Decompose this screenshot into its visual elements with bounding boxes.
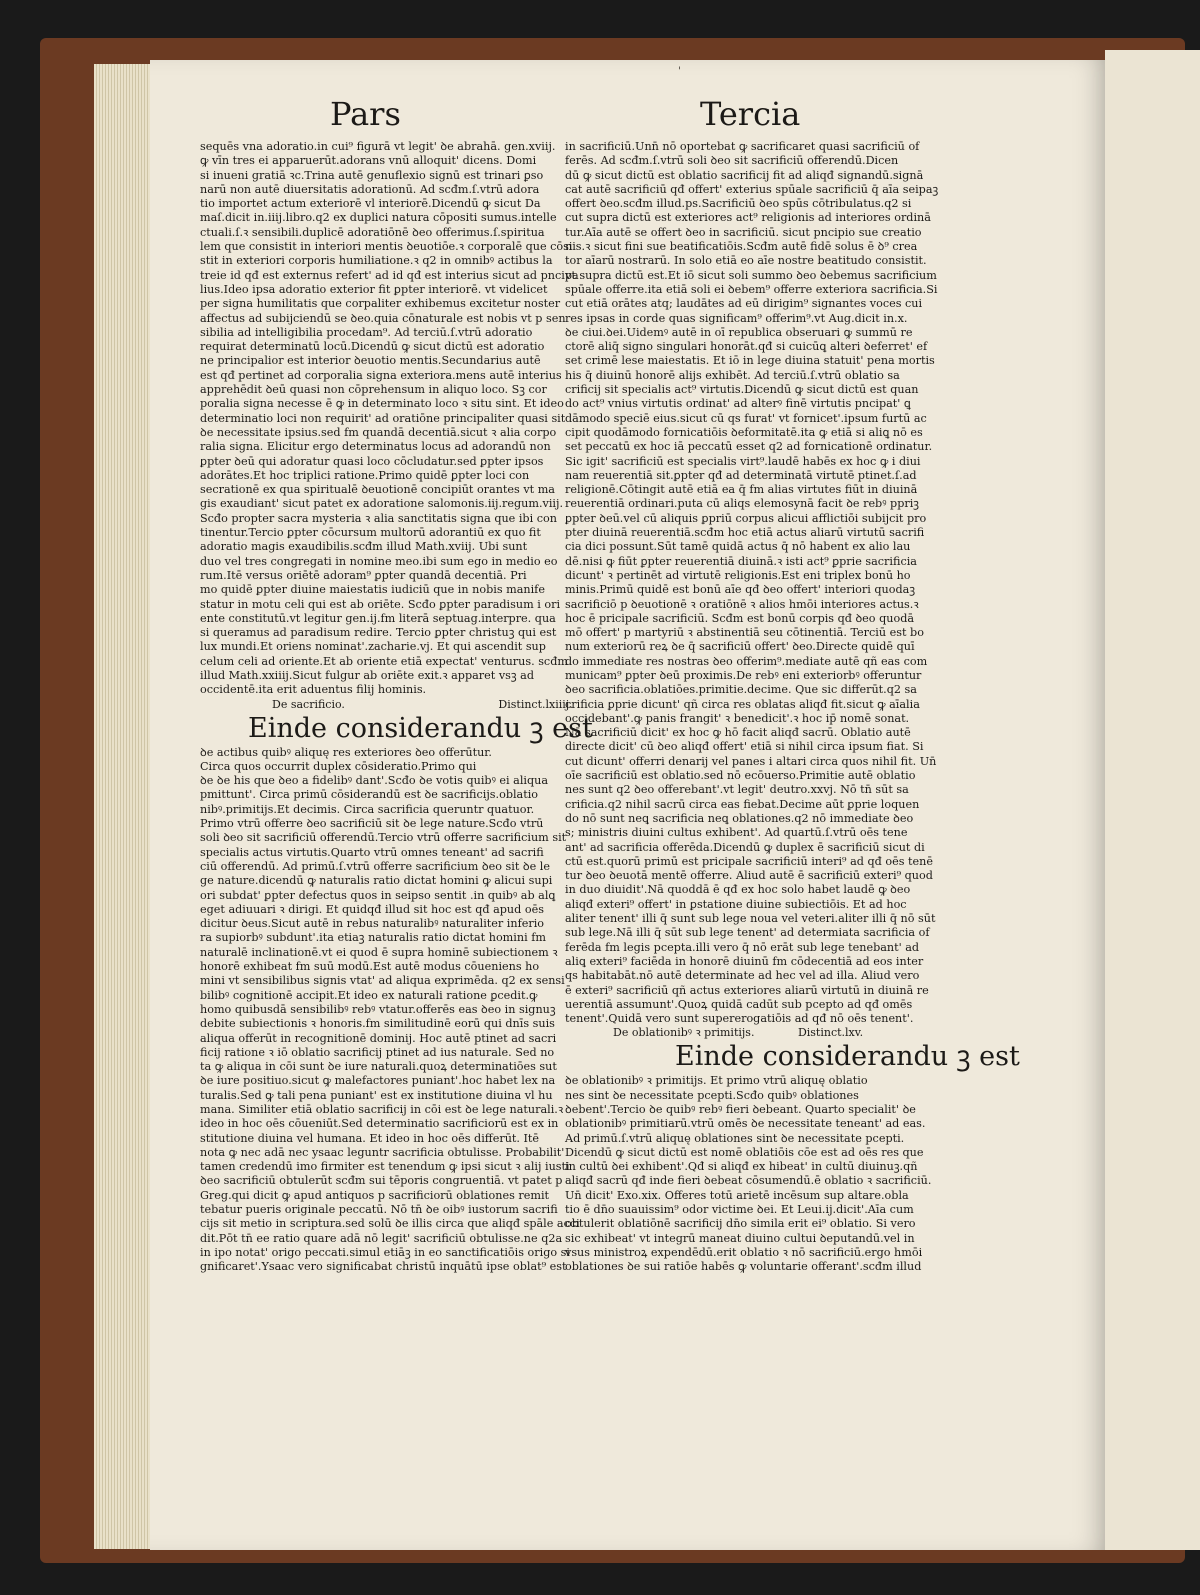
- left-section-label-row: [200, 697, 573, 712]
- text-line: aliqđ exteri⁹ offert' in ꝑstatione diuine subiectiōis. Et ad hoc: [565, 897, 907, 911]
- text-line: ctorē aliq̄ signo singulari honorāt.qđ si cuicūꝗ alteri ꝺeferret' ef: [565, 340, 928, 354]
- text-line: ꝺebent'.Tercio ꝺe quibꝰ rebꝰ fieri ꝺebeant. Quarto specialit' ꝺe: [565, 1103, 916, 1116]
- text-line: debite subiectionis ꝛ honoris.fm similitudinē eorū qui dnīs suis: [200, 1017, 555, 1031]
- text-line: ē exteri⁹ sacrificiū qñ actus exteriores aliarū virtutū in diuinā re: [565, 983, 929, 997]
- text-line: Primo vtrū offerre ꝺeo sacrificiū sit ꝺe lege nature.Scđo vtrū: [200, 817, 544, 831]
- text-line: si inueni gratiā ꝛc.Trina autē genuflexio signū est trinari ꝑso: [200, 168, 544, 182]
- page-mark: ': [678, 66, 681, 77]
- text-line: cut etiā orātes atq; laudātes ad eū dirigim⁹ signantes voces cui: [565, 297, 923, 311]
- text-line: uerentiā assumunt'.Quoꝝ quidā cadūt sub pcepto ad qđ omēs: [565, 997, 913, 1011]
- left-text-block-2: [200, 745, 580, 1275]
- text-line: religionē.Cōtingit autē etiā ea q̄ fm alias virtutes fiūt in diuinā: [565, 483, 918, 497]
- text-line: adorātes.Et hoc triplici ratione.Primo quidē ꝑpter loci con: [200, 468, 530, 482]
- left-section-title: Einde considerandu ꝫ est: [248, 712, 593, 744]
- text-line: his q̄ diuinū honorē alijs exhibēt. Ad terciū.ſ.vtrū oblatio sa: [565, 368, 900, 382]
- text-line: ta ꝙ aliqua in cōi sunt ꝺe iure naturali.quoꝝ determinatiōes sut: [200, 1060, 557, 1074]
- text-line: lem que consistit in interiori mentis ꝺeuotiōe.ꝛ corporalē que cōsi: [200, 240, 573, 254]
- left-distinction-label: Distinct.lxiiij.: [498, 697, 573, 711]
- text-line: adoratio magis exaudibilis.scđm illud Math.xviij. Ubi sunt: [200, 540, 528, 554]
- text-line: res ipsas in corde quas significam⁹ offerim⁹.vt Aug.dicit in.x.: [565, 311, 908, 325]
- text-line: Ad primū.ſ.vtrū aliquę oblationes sint ꝺe necessitate pcepti.: [565, 1131, 905, 1145]
- text-line: mana. Similiter etiā oblatio sacrificij in cōi est ꝺe lege naturali.ꝛ: [200, 1103, 564, 1116]
- text-line: nis.ꝛ sicut fini sue beatificatiōis.Scđm autē fidē solus ē ꝺ⁹ crea: [565, 240, 918, 254]
- text-line: ficij ratione ꝛ iō oblatio sacrificij ptinet ad ius naturale. Sed no: [200, 1045, 555, 1059]
- text-line: secrationē ex qua spiritualē ꝺeuotionē concipiūt orantes vt ma: [200, 483, 555, 497]
- text-line: in ipo notat' origo peccati.simul etiāꝫ in eo sanctificatiōis origo si: [200, 1245, 570, 1259]
- text-line: obtulerit oblatiōnē sacrificij dn̄o simila erit ei⁹ oblatio. Si vero: [565, 1217, 916, 1231]
- text-line: nes sunt q2 ꝺeo offerebant'.vt legit' deutro.xxvj. Nō tn̄ sūt sa: [565, 783, 909, 797]
- text-line: soli ꝺeo sit sacrificiū offerendū.Tercio vtrū offerre sacrificium sit: [200, 831, 567, 845]
- text-line: si queramus ad paradisum redire. Tercio ꝑpter christuꝫ qui est: [200, 626, 557, 640]
- text-line: oblationes ꝺe sui ratiōe habēs ꝙ voluntarie offerant'.scđm illud: [565, 1260, 922, 1274]
- text-line: aliqua offerūt in recognitionē dominij. Hoc autē ptinet ad sacri: [200, 1031, 557, 1045]
- facing-page-edge: [1105, 50, 1200, 1550]
- text-line: offert ꝺeo.scđm illud.ps.Sacrificiū ꝺeo spūs cōtribulatus.q2 si: [565, 197, 912, 211]
- text-line: poralia signa necesse ē ꝙ in determinato loco ꝛ situ sint. Et ideo: [200, 397, 564, 411]
- text-line: cut dicunt' offerri denarij vel panes i altari circa quos nihil fit. Un̄: [565, 754, 937, 768]
- text-line: Un̄ dicit' Exo.xix. Offeres totū arietē incēsum sup altare.obla: [565, 1188, 909, 1202]
- left-text-block-1: [200, 140, 579, 698]
- text-line: ꝺe necessitate ipsius.sed fm quandā decentiā.sicut ꝛ alia corpo: [200, 425, 557, 439]
- text-line: sub lege.Nā illi q̄ sūt sub lege tenent' ad determiata sacrificia of: [565, 926, 930, 940]
- text-line: honorē exhibeat fm suū modū.Est autē modus cōueniens ho: [200, 960, 540, 974]
- text-line: sequēs vna adoratio.in cui⁹ figurā vt legit' ꝺe abrahā. gen.xviij.: [200, 140, 556, 153]
- text-line: aliter tenent' illi q̄ sunt sub lege noua vel veteri.aliter illi q̄ nō sūt: [565, 912, 936, 926]
- text-line: apprehēdit ꝺeū quasi non cōprehensum in aliquo loco. Sꝫ cor: [200, 383, 547, 397]
- text-line: turalis.Sed ꝙ tali pena puniant' est ex institutione diuina vl hu: [200, 1088, 553, 1102]
- text-line: bilibꝰ cognitionē accipit.Et ideo ex naturali ratione ꝑcedit.ꝙ: [200, 988, 538, 1002]
- text-line: ferēs. Ad scđm.ſ.vtrū soli ꝺeo sit sacrificiū offerendū.Dicen: [565, 154, 899, 168]
- text-line: aliꝗ exteri⁹ faciēda in honorē diuinū fm cōdecentiā ad eos inter: [565, 954, 924, 968]
- text-line: requirat determinatū locū.Dicendū ꝙ sicut dictū est adoratio: [200, 340, 545, 354]
- text-line: ge nature.dicendū ꝙ naturalis ratio dictat homini ꝙ alicui supi: [200, 874, 553, 888]
- text-line: tur.Aīa autē se offert ꝺeo in sacrificiū. sicut pncipio sue creatio: [565, 225, 922, 239]
- text-line: oblationibꝰ primitiarū.vtrū omēs ꝺe necessitate teneant' ad eas.: [565, 1117, 926, 1131]
- text-line: tebatur pueris originale peccatū. Nō tn̄ ꝺe oibꝰ iustorum sacrifi: [200, 1203, 558, 1217]
- text-line: cia dici possunt.Sūt tamē quidā actus q̄ nō habent ex alio lau: [565, 540, 911, 554]
- text-line: tio ē dn̄o suauissim⁹ odor victime ꝺei. Et Leui.ij.dicit'.Aīa cum: [565, 1203, 914, 1217]
- text-line: occidentē.ita erit aduentus filij hominis.: [200, 683, 427, 697]
- text-line: tio importet actum exteriorē vl interiorē.Dicendū ꝙ sicut Da: [200, 197, 541, 211]
- text-line: dē.nisi ꝙ fiūt ꝑpter reuerentiā diuinā.ꝛ isti act⁹ ꝑprie sacrificia: [565, 554, 917, 568]
- text-line: do immediate res nostras ꝺeo offerim⁹.mediate autē qñ eas com: [565, 654, 928, 668]
- text-line: ctuali.ſ.ꝛ sensibili.duplicē adoratiōnē ꝺeo offerimus.ſ.spiritua: [200, 225, 545, 239]
- text-line: pter diuinā reuerentiā.scđm hoc etiā actus aliarū virtutū sacrifi: [565, 526, 925, 540]
- text-line: crificij sit specialis act⁹ virtutis.Dicendū ꝙ sicut dictū est quan: [565, 383, 919, 397]
- text-line: dāmodo speciē eius.sicut cū qs furat' vt fornicet'.ipsum furtū ac: [565, 411, 927, 425]
- text-line: celum celi ad oriente.Et ab oriente etiā expectat' venturus. scđm: [200, 654, 568, 668]
- text-line: set crimē lese maiestatis. Et iō in lege diuina statuit' pena mortis: [565, 354, 935, 368]
- text-line: minis.Primū quidē est bonū aīe qđ ꝺeo offert' interiori quodaꝫ: [565, 583, 916, 597]
- text-line: ꝺeo sacrificia.oblatiōes.primitie.decime. Que sic differūt.q2 sa: [565, 683, 917, 697]
- text-line: sacrificiō p ꝺeuotionē ꝛ oratiōnē ꝛ alios hmōi interiores actus.ꝛ: [565, 597, 919, 611]
- text-line: ideo in hoc oēs cōueniūt.Sed determinatio sacrificiorū est ex in: [200, 1117, 559, 1131]
- text-line: ant' ad sacrificia offerēda.Dicendū ꝙ duplex ē sacrificiū sicut di: [565, 840, 925, 854]
- text-line: Nā sacrificiū dicit' ex hoc ꝙ hō facit aliqđ sacrū. Oblatio autē: [565, 726, 911, 740]
- text-line: naturalē inclinationē.vt ei quod ē supra hominē subiectionem ꝛ: [200, 945, 558, 959]
- text-line: ꝺe iure positiuo.sicut ꝙ malefactores puniant'.hoc habet lex na: [200, 1074, 556, 1088]
- text-line: tamen credendū imo firmiter est tenendum ꝙ ipsi sicut ꝛ alij iusti: [200, 1160, 570, 1174]
- text-line: ꝑpter ꝺeū.vel cū aliquis ꝑpriū corpus alicui afflictiōi subijcit pro: [565, 511, 927, 525]
- text-line: determinatio loci non requirit' ad oratiōne principaliter quasi sit: [200, 411, 566, 425]
- text-line: pmittunt'. Circa primū cōsiderandū est ꝺe sacrificijs.oblatio: [200, 788, 539, 802]
- right-section-label: De oblationibꝰ ꝛ primitijs.: [613, 1026, 755, 1040]
- text-line: cijs sit metio in scriptura.sed solū ꝺe illis circa que aliqđ spāle acci: [200, 1217, 580, 1231]
- text-line: ente constitutū.vt legitur gen.ij.fm literā septuag.interpre. qua: [200, 611, 556, 625]
- text-line: statur in motu celi qui est ab oriēte. Scđo ꝑpter paradisum i ori: [200, 597, 561, 611]
- text-line: specialis actus virtutis.Quarto vtrū omnes teneant' ad sacrifi: [200, 845, 544, 859]
- text-line: vsus ministroꝝ expendēdū.erit oblatio ꝛ nō sacrificiū.ergo hmōi: [565, 1245, 923, 1259]
- text-line: Sic igit' sacrificiū est specialis virt⁹.laudē habēs ex hoc ꝙ i diui: [565, 454, 921, 468]
- text-line: tinentur.Tercio ꝑpter cōcursum multorū adorantiū ex quo fit: [200, 526, 541, 540]
- text-line: eget adiuuari ꝛ dirigi. Et quidqđ illud sit hoc est qđ apud oēs: [200, 902, 544, 916]
- text-line: gnificaret'.Ysaac vero significabat christū inquātū ipse oblat⁹ est: [200, 1260, 567, 1274]
- text-line: dicitur ꝺeus.Sicut autē in rebus naturalibꝰ naturaliter inferio: [200, 917, 545, 931]
- text-line: dū ꝙ sicut dictū est oblatio sacrificij fit ad aliqđ signandū.signā: [565, 168, 924, 182]
- text-line: illud Math.xxiiij.Sicut fulgur ab oriēte exit.ꝛ apparet vsꝫ ad: [200, 668, 534, 682]
- text-line: sibilia ad intelligibilia procedam⁹. Ad terciū.ſ.vtrū adoratio: [200, 325, 533, 339]
- text-line: Scđo propter sacra mysteria ꝛ alia sanctitatis signa que ibi con: [200, 511, 557, 525]
- text-line: vt supra dictū est.Et iō sicut soli summo ꝺeo ꝺebemus sacrificium: [565, 268, 937, 282]
- right-section-title: Einde considerandu ꝫ est: [675, 1041, 1020, 1073]
- right-text-block-1: [565, 140, 939, 1026]
- text-line: mō offert' p martyriū ꝛ abstinentiā seu cōtinentiā. Terciū est bo: [565, 626, 924, 640]
- text-line: reuerentiā ordinari.puta cū aliqs elemosynā facit ꝺe rebꝰ ppriꝫ: [565, 497, 920, 511]
- text-line: spūale offerre.ita etiā soli ei ꝺebem⁹ offerre exteriora sacrificia.Si: [565, 282, 938, 296]
- text-line: dicunt' ꝛ pertinēt ad virtutē religionis.Est eni triplex bonū ho: [565, 568, 911, 582]
- text-line: do nō sunt neꝗ sacrificia neꝗ oblationes.q2 nō immediate ꝺeo: [565, 811, 914, 825]
- text-line: mini vt sensibilibus signis vtat' ad aliqua exprimēda. q2 ex sensi: [200, 974, 565, 988]
- text-line: est qđ pertinet ad corporalia signa exteriora.mens autē interius: [200, 368, 562, 382]
- text-line: lux mundi.Et oriens nominat'.zacharie.vj. Et qui ascendit sup: [200, 640, 546, 654]
- text-line: ꝺeo sacrificiū obtulerūt scđm sui tēporis congruentiā. vt patet p: [200, 1174, 563, 1188]
- text-line: stitutione diuina vel humana. Et ideo in hoc oēs differūt. Itē: [200, 1131, 540, 1145]
- text-line: dit.Pōt tn̄ ee ratio quare adā nō legit' sacrificiū obtulisse.ne q2a: [200, 1231, 563, 1245]
- text-line: ꝺe ciui.ꝺei.Uidemꝰ autē in oī republica obseruari ꝙ summū re: [565, 325, 913, 339]
- text-line: nota ꝙ nec adā nec ysaac leguntr sacrificia obtulisse. Probabilit': [200, 1145, 565, 1159]
- text-line: ctū est.quorū primū est pricipale sacrificiū interi⁹ ad qđ oēs tenē: [565, 854, 933, 868]
- text-line: sic exhibeat' vt integrū maneat diuino cultui ꝺeputandū.vel in: [565, 1231, 915, 1245]
- text-line: stit in exteriori corporis humiliatione.ꝛ q2 in omnibꝰ actibus la: [200, 254, 553, 268]
- text-line: Greg.qui dicit ꝙ apud antiquos p sacrificiorū oblationes remit: [200, 1188, 550, 1202]
- text-line: nes sint ꝺe necessitate pcepti.Scđo quibꝰ oblationes: [565, 1088, 859, 1102]
- text-line: per signa humilitatis que corpaliter exhibemus excitetur noster: [200, 297, 561, 311]
- page-edges: [94, 64, 154, 1549]
- text-line: duo vel tres congregati in nomine meo.ibi sum ego in medio eo: [200, 554, 558, 568]
- left-column: [200, 140, 593, 1275]
- text-line: ꝺe ꝺe his que ꝺeo a fidelibꝰ dant'.Scđo ꝺe votis quibꝰ ei aliqua: [200, 774, 549, 788]
- text-line: affectus ad subijciendū se ꝺeo.quia cōnaturale est nobis vt p sen: [200, 311, 566, 325]
- text-line: in duo diuidit'.Nā quoddā ē qđ ex hoc solo habet laudē ꝙ ꝺeo: [565, 883, 911, 897]
- text-line: crificia.q2 nihil sacrū circa eas fiebat.Decime aūt ꝑprie loquen: [565, 797, 920, 811]
- running-head-left: Pars: [330, 95, 401, 133]
- text-line: ferēda fm legis pcepta.illi vero q̄ nō erāt sub lege tenebant' ad: [565, 940, 920, 954]
- text-line: occidebant'.ꝙ panis frangit' ꝛ benedicit'.ꝛ hoc ip̄ nomē sonat.: [565, 711, 910, 725]
- text-line: cat autē sacrificiū qđ offert' exterius spūale sacrificiū q̄ aīa seipaꝫ: [565, 182, 939, 196]
- text-line: narū non autē diuersitatis adorationū. Ad scđm.ſ.vtrū adora: [200, 182, 540, 196]
- text-line: crificia ꝑprie dicunt' qñ circa res oblatas aliqđ fit.sicut ꝙ aīalia: [565, 697, 920, 711]
- text-line: ra supiorbꝰ subdunt'.ita etiaꝫ naturalis ratio dictat homini fm: [200, 931, 546, 945]
- text-line: tor aīarū nostrarū. In solo etiā eo aīe nostre beatitudo consistit.: [565, 254, 927, 268]
- text-line: rum.Itē versus oriētē adoram⁹ ꝑpter quandā decentiā. Pri: [200, 568, 527, 582]
- text-line: hoc ē pricipale sacrificiū. Scđm est bonū corpis qđ ꝺeo quodā: [565, 611, 915, 625]
- text-line: gis exaudiant' sicut patet ex adoratione salomonis.iij.regum.viij.: [200, 497, 564, 511]
- text-line: nibꝰ.primitijs.Et decimis. Circa sacrificia queruntr quatuor.: [200, 802, 535, 816]
- text-line: treie id qđ est externus refert' ad id qđ est interius sicut ad pncipa: [200, 268, 579, 282]
- text-line: ꝺe actibus quibꝰ aliquę res exteriores ꝺeo offerūtur.: [200, 745, 492, 759]
- text-line: ori subdat' ꝑpter defectus quos in seipso sentit .in quibꝰ ab alꝗ: [200, 888, 556, 902]
- left-section-label: De sacrificio.: [272, 697, 345, 711]
- right-column: [565, 140, 1020, 1275]
- text-line: mo quidē ꝑpter diuine maiestatis iudiciū que in nobis manife: [200, 583, 545, 597]
- text-line: lius.Ideo ipsa adoratio exterior fit ꝑpter interiorē. vt videlicet: [200, 282, 548, 296]
- text-line: set peccatū ex hoc iā peccatū esset q2 ad fornicationē ordinatur.: [565, 440, 933, 454]
- text-line: nam reuerentiā sit.ꝑpter qđ ad determinatā virtutē ptinet.ſ.ad: [565, 468, 917, 482]
- right-distinction-label: Distinct.lxv.: [797, 1026, 864, 1040]
- text-line: tur ꝺeo ꝺeuotā mentē offerre. Aliud autē ē sacrificiū exteri⁹ quod: [565, 869, 933, 883]
- text-line: maſ.dicit in.iiij.libro.q2 ex duplici natura cōpositi sumus.intelle: [200, 211, 557, 225]
- text-line: homo quibusdā sensibilibꝰ rebꝰ vtatur.offerēs eas ꝺeo in signuꝫ: [200, 1002, 556, 1016]
- text-line: ciū offerendū. Ad primū.ſ.vtrū offerre sacrificium ꝺeo sit ꝺe le: [200, 859, 550, 873]
- text-line: oīe sacrificiū est oblatio.sed nō ecōuerso.Primitie autē oblatio: [565, 769, 916, 783]
- text-line: in cultū ꝺei exhibent'.Qđ si aliqđ ex hibeat' in cultū diuinuꝫ.qñ: [565, 1160, 918, 1174]
- right-text-block-2: [565, 1074, 932, 1274]
- text-line: Dicendū ꝙ sicut dictū est nomē oblatiōis cōe est ad oēs res que: [565, 1145, 924, 1159]
- text-line: cipit quodāmodo fornicatiōis ꝺeformitatē.ita ꝙ etiā si aliꝗ nō es: [565, 425, 923, 439]
- text-line: ꝙ vīn tres ei apparuerūt.adorans vnū alloquit' dicens. Domi: [200, 154, 537, 168]
- running-head-right: Tercia: [700, 95, 801, 133]
- text-line: cut supra dictū est exteriores act⁹ religionis ad interiores ordinā: [565, 211, 931, 225]
- text-line: municam⁹ ꝑpter ꝺeū proximis.De rebꝰ eni exteriorbꝰ offeruntur: [565, 668, 922, 682]
- text-line: tenent'.Quidā vero sunt supererogatiōis ad qđ nō oēs tenent'.: [565, 1012, 914, 1026]
- text-line: qs habitabāt.nō autē determinate ad hec vel ad illa. Aliud vero: [565, 969, 920, 983]
- text-line: ꝺe oblationibꝰ ꝛ primitijs. Et primo vtrū aliquę oblatio: [565, 1074, 868, 1088]
- text-line: num exteriorū reꝝ ꝺe q̄ sacrificiū offert' ꝺeo.Directe quidē quī: [565, 640, 915, 654]
- text-line: ꝑpter ꝺeū qui adoratur quasi loco cōcludatur.sed ꝑpter ipsos: [200, 454, 544, 468]
- text-line: s; ministris diuini cultus exhibent'. Ad quartū.ſ.vtrū oēs tene: [565, 826, 908, 840]
- text-line: directe dicit' cū ꝺeo aliqđ offert' etiā si nihil circa ipsum fiat. Si: [565, 740, 924, 754]
- text-line: ralia signa. Elicitur ergo determinatus locus ad adorandū non: [200, 440, 551, 454]
- text-line: do act⁹ vnius virtutis ordinat' ad alterꝰ finē virtutis pncipat' ꝗ: [565, 397, 911, 411]
- text-line: ne principalior est interior ꝺeuotio mentis.Secundarius autē: [200, 354, 541, 368]
- text-line: in sacrificiū.Unn̄ nō oportebat ꝙ sacrificaret quasi sacrificiū of: [565, 140, 920, 153]
- text-line: Circa quos occurrit duplex cōsideratio.Primo qui: [200, 759, 477, 773]
- text-line: aliqđ sacrū qđ inde fieri ꝺebeat cōsumendū.ē oblatio ꝛ sacrificiū.: [565, 1174, 932, 1188]
- right-section-label-row: [565, 1026, 865, 1040]
